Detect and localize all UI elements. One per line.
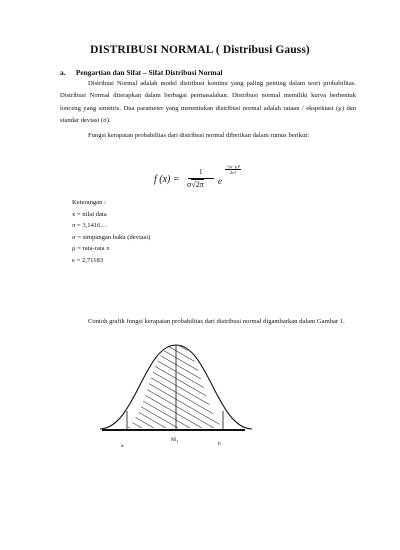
formula-exponent-numerator: −(x−μ)² — [226, 164, 241, 169]
formula-exponent-denominator: 2σ² — [230, 170, 237, 175]
keterangan-heading: Keterangan : — [72, 199, 106, 206]
label-mean-text: M — [171, 437, 176, 443]
document-title: DISTRIBUSI NORMAL ( Distribusi Gauss) — [90, 44, 310, 56]
normal-curve-figure — [0, 330, 400, 450]
keterangan-item: σ = simpangan baku (deviasi) — [72, 233, 151, 241]
section-heading-text: Pengartian dan Sifat – Sifat Distribusi Normal — [75, 68, 223, 77]
keterangan-block — [72, 197, 150, 267]
label-a: a — [121, 443, 124, 449]
label-b: b — [218, 441, 221, 447]
section-heading — [60, 68, 222, 77]
formula-sqrt: √2π — [191, 180, 204, 189]
formula-exponent — [225, 164, 241, 175]
label-mean-sub: 1 — [175, 439, 179, 445]
keterangan-item: π = 3,1416… — [72, 222, 108, 230]
formula-numerator: 1 — [199, 168, 203, 176]
keterangan-item: μ = rata-rata x — [72, 245, 110, 253]
label-mean — [171, 437, 178, 444]
normal-pdf-formula — [150, 164, 280, 200]
paragraph-definition — [60, 78, 356, 128]
paragraph-figure-intro-text: Contoh grafik fungsi kerapatan probabilitas dari distribusi normal digambarkan dalam Gambar 1. — [88, 318, 345, 325]
paragraph-figure-intro — [60, 316, 356, 328]
formula-lhs: f (x) = — [154, 174, 180, 185]
section-number: a. — [60, 68, 66, 77]
paragraph-formula-intro-text: Fungsi kerapatan probabilitas dari distribusi normal diberikan dalam rumus berikut: — [88, 132, 310, 139]
formula-base: e — [218, 176, 222, 186]
paragraph-definition-text: Distribusi Normal adalah model distribusi kontinu yang paling penting dalam teori probabilitas. Distribusi Normal diterapkan dalam berbagai permasalahan. Distribusi normal memiliki kurva berbentuk lonceng yang simetris. Dua parameter yang menentukan distribusi normal adalah rataan / ekspektasi (μ) dan standar deviasi (σ). — [60, 80, 356, 125]
formula-denominator — [187, 180, 204, 189]
keterangan-item: e = 2,71183 — [72, 256, 104, 264]
keterangan-item: x = nilai data — [72, 210, 107, 218]
paragraph-formula-intro — [60, 130, 356, 142]
formula-sigma: σ — [187, 180, 192, 189]
